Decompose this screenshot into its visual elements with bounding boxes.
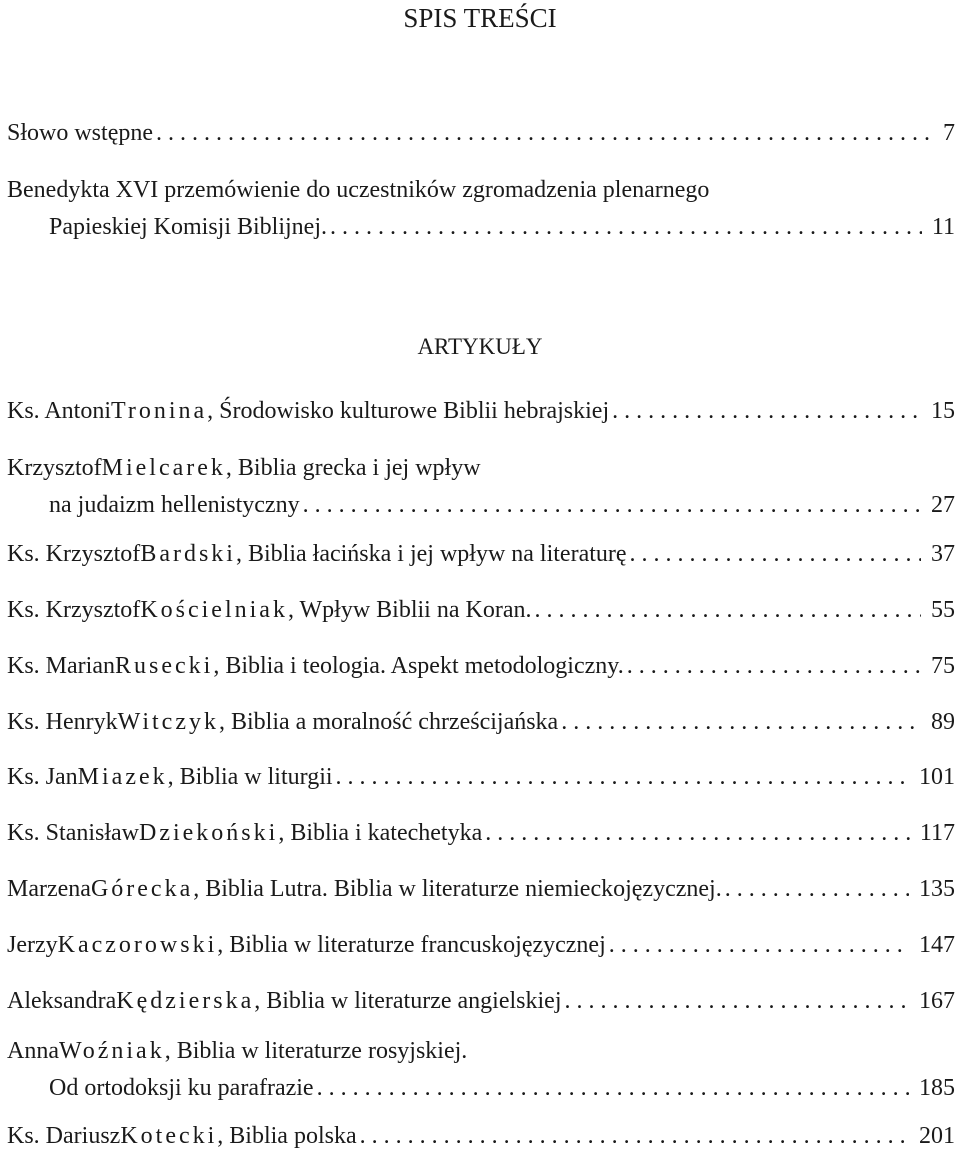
toc-entry[interactable] <box>7 815 955 852</box>
toc-author-prefix: Krzysztof <box>7 455 102 481</box>
toc-entry[interactable] <box>7 1033 955 1107</box>
toc-page-number: 27 <box>931 492 955 518</box>
dot-leader <box>300 487 921 524</box>
toc-author-prefix: Anna <box>7 1038 59 1064</box>
toc-author-prefix: Jerzy <box>7 932 58 958</box>
toc-page-number: 201 <box>919 1123 955 1149</box>
dot-leader <box>327 209 922 246</box>
toc-entry-title: , Biblia i teologia. Aspekt metodologiczny. <box>213 653 624 679</box>
toc-page-number: 135 <box>919 876 955 902</box>
toc-entry-title: Słowo wstępne <box>7 120 153 146</box>
toc-entry-benedict-address[interactable] <box>7 172 955 246</box>
toc-entry-title: , Środowisko kulturowe Biblii hebrajskiej <box>207 398 610 424</box>
toc-entry-foreword[interactable] <box>7 115 955 152</box>
toc-author-surname: Kotecki <box>120 1123 218 1149</box>
dot-leader <box>482 815 910 852</box>
toc-page-number: 15 <box>931 398 955 424</box>
toc-author-prefix: Ks. Dariusz <box>7 1123 121 1149</box>
dot-leader <box>153 115 933 152</box>
toc-page-number: 55 <box>931 597 955 623</box>
dot-leader <box>722 871 909 908</box>
toc-author-surname: Rusecki <box>114 653 214 679</box>
toc-author-surname: Woźniak <box>58 1038 165 1064</box>
dot-leader <box>627 536 921 573</box>
toc-entry-title: , Biblia grecka i jej wpływ <box>225 455 481 481</box>
toc-entry[interactable] <box>7 704 955 741</box>
toc-entry-title: , Biblia w liturgii <box>167 764 333 790</box>
dot-leader <box>561 983 909 1020</box>
toc-entry-title: , Biblia w literaturze rosyjskiej. <box>164 1038 468 1064</box>
toc-entry-title: , Biblia a moralność chrześcijańska <box>219 709 559 735</box>
toc-author-surname: Kaczorowski <box>57 932 218 958</box>
toc-entry-title: , Biblia i katechetyka <box>278 820 483 846</box>
dot-leader <box>314 1070 909 1107</box>
toc-author-prefix: Ks. Henryk <box>7 709 118 735</box>
toc-entry[interactable] <box>7 759 955 796</box>
toc-author-surname: Miazek <box>77 764 168 790</box>
toc-entry-title: Benedykta XVI przemówienie do uczestników zgromadzenia plenarnego <box>7 177 710 203</box>
toc-entry[interactable] <box>7 450 955 524</box>
toc-author-surname: Kędzierska <box>116 988 255 1014</box>
toc-author-surname: Witczyk <box>117 709 219 735</box>
toc-author-prefix: Ks. Antoni <box>7 398 112 424</box>
toc-author-surname: Tronina <box>111 398 208 424</box>
toc-entry[interactable] <box>7 871 955 908</box>
toc-entry-title: , Biblia w literaturze angielskiej <box>254 988 562 1014</box>
toc-page-number: 185 <box>919 1075 955 1101</box>
toc-page-number: 167 <box>919 988 955 1014</box>
toc-entry[interactable] <box>7 592 955 629</box>
toc-entry-title: , Biblia Lutra. Biblia w literaturze niemieckojęzycznej. <box>193 876 722 902</box>
dot-leader <box>531 592 921 629</box>
toc-entry[interactable] <box>7 393 955 430</box>
toc-author-prefix: Ks. Krzysztof <box>7 541 141 567</box>
page-title: SPIS TREŚCI <box>403 3 557 33</box>
toc-page-number: 147 <box>919 932 955 958</box>
toc-author-surname: Bardski <box>140 541 236 567</box>
toc-page-number: 89 <box>931 709 955 735</box>
toc-entry-title: , Wpływ Biblii na Koran. <box>287 597 532 623</box>
toc-page-number: 11 <box>931 214 955 240</box>
toc-entry[interactable] <box>7 648 955 685</box>
toc-author-surname: Mielcarek <box>101 455 226 481</box>
section-heading: ARTYKUŁY <box>417 334 543 359</box>
toc-entry-title: , Biblia polska <box>217 1123 357 1149</box>
toc-page-number: 101 <box>919 764 955 790</box>
toc-entry[interactable] <box>7 536 955 573</box>
toc-entry[interactable] <box>7 983 955 1020</box>
toc-entry[interactable] <box>7 927 955 964</box>
toc-entry-title-continued: na judaizm hellenistyczny <box>49 492 300 518</box>
toc-author-prefix: Aleksandra <box>7 988 117 1014</box>
toc-page-number: 75 <box>931 653 955 679</box>
dot-leader <box>606 927 909 964</box>
toc-entry-title: , Biblia łacińska i jej wpływ na literaturę <box>235 541 627 567</box>
toc-author-prefix: Ks. Jan <box>7 764 78 790</box>
toc-page-number: 7 <box>943 120 955 146</box>
dot-leader <box>624 648 921 685</box>
toc-author-prefix: Ks. Marian <box>7 653 115 679</box>
toc-entry-title: , Biblia w literaturze francuskojęzycznej <box>217 932 606 958</box>
toc-page-number: 117 <box>919 820 955 846</box>
toc-entry-title-continued: Papieskiej Komisji Biblijnej. <box>49 214 327 240</box>
toc-author-surname: Górecka <box>90 876 194 902</box>
toc-author-prefix: Marzena <box>7 876 91 902</box>
toc-entry[interactable] <box>7 1118 955 1155</box>
dot-leader <box>609 393 921 430</box>
toc-author-surname: Kościelniak <box>140 597 288 623</box>
dot-leader <box>333 759 909 796</box>
toc-page-number: 37 <box>931 541 955 567</box>
toc-author-prefix: Ks. Krzysztof <box>7 597 141 623</box>
toc-author-surname: Dziekoński <box>139 820 279 846</box>
toc-author-prefix: Ks. Stanisław <box>7 820 139 846</box>
dot-leader <box>558 704 921 741</box>
dot-leader <box>357 1118 909 1155</box>
toc-entry-title-continued: Od ortodoksji ku parafrazie <box>49 1075 314 1101</box>
